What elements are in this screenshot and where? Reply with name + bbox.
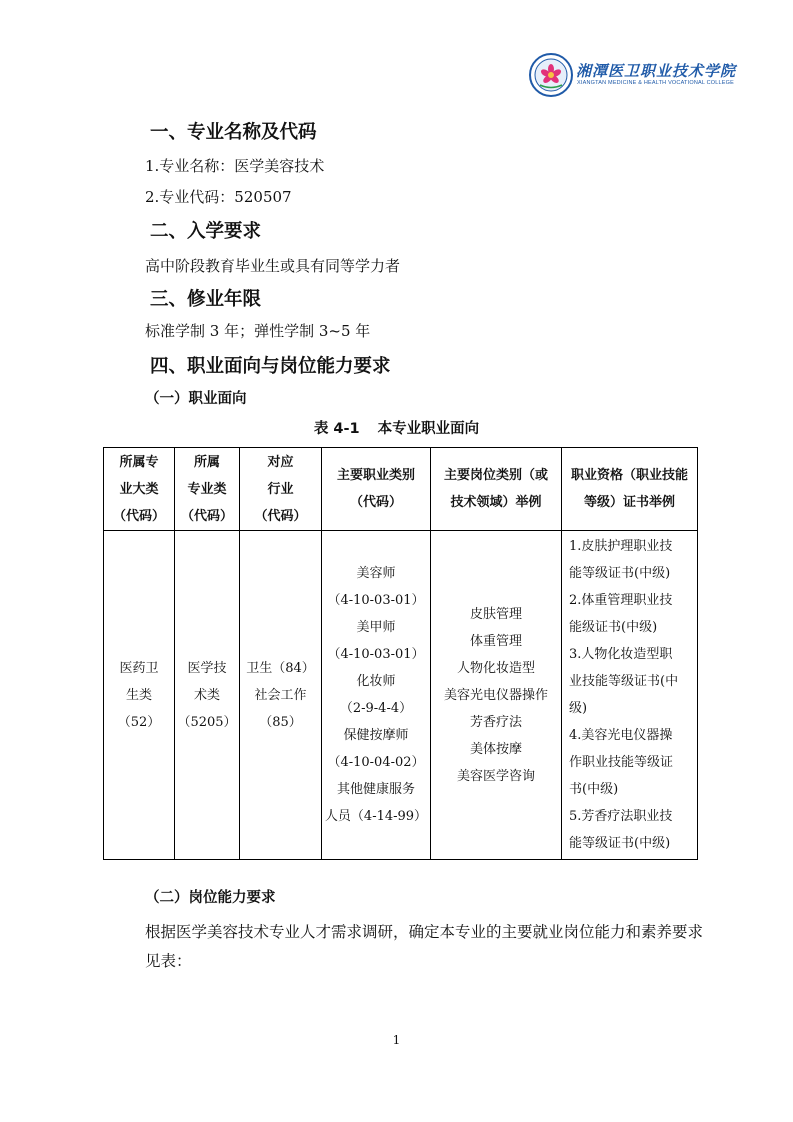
header-occupation: 主要职业类别 （代码） [322,448,431,531]
major-code: 2.专业代码：520507 [145,188,292,206]
table-header-row [104,448,698,531]
header-certificates: 职业资格（职业技能 等级）证书举例 [562,448,698,531]
section-1-title: 一、专业名称及代码 [150,122,317,143]
cell-industry: 卫生（84） 社会工作 （85） [240,531,322,860]
college-emblem-icon [528,52,574,98]
table-row [104,531,698,860]
cell-occupations: 美容师 （4-10-03-01） 美甲师 （4-10-03-01） 化妆师 （2-9-4-4） 保健按摩师 （4-10-04-02） 其他健康服务 人员（4-14-99） [322,531,431,860]
table-caption [0,417,793,438]
table-number: 表 4-1 [313,421,360,437]
major-name: 1.专业名称：医学美容技术 [145,157,325,175]
subsection-occupation: （一）职业面向 [145,391,247,407]
cell-category: 医药卫 生类 （52） [104,531,175,860]
header-industry: 对应 行业 （代码） [240,448,322,531]
cell-subcategory: 医学技 术类 （5205） [175,531,240,860]
table-title: 本专业职业面向 [377,421,480,437]
cell-certificates: 1.皮肤护理职业技 能等级证书(中级) 2.体重管理职业技 能级证书(中级) 3.人物化妆造型职 业技能等级证书(中 级) 4.美容光电仪器操 作职业技能等级证 书(中级) 5.芳香疗法职业技 能等级证书(中级) [562,531,698,860]
section-3-title: 三、修业年限 [150,289,262,310]
abilities-paragraph: 根据医学美容技术专业人才需求调研，确定本专业的主要就业岗位能力和素养要求见表： [145,923,704,970]
occupation-table [103,447,698,860]
admission-text: 高中阶段教育毕业生或具有同等学力者 [145,257,401,275]
section-2-title: 二、入学要求 [150,221,262,242]
college-name-en: XIANGTAN MEDICINE & HEALTH VOCATIONAL COLLEGE [577,80,735,86]
college-logo [528,52,737,98]
cell-positions: 皮肤管理 体重管理 人物化妆造型 美容光电仪器操作 芳香疗法 美体按摩 美容医学咨询 [431,531,562,860]
header-subcategory: 所属 专业类 （代码） [175,448,240,531]
header-category: 所属专 业大类 （代码） [104,448,175,531]
header-positions: 主要岗位类别（或 技术领域）举例 [431,448,562,531]
duration-text: 标准学制 3 年；弹性学制 3~5 年 [145,322,371,340]
subsection-abilities: （二）岗位能力要求 [145,890,276,906]
page-number: 1 [392,1033,401,1047]
college-name-cn: 湘潭医卫职业技术学院 [576,62,737,80]
section-4-title: 四、职业面向与岗位能力要求 [150,356,391,377]
